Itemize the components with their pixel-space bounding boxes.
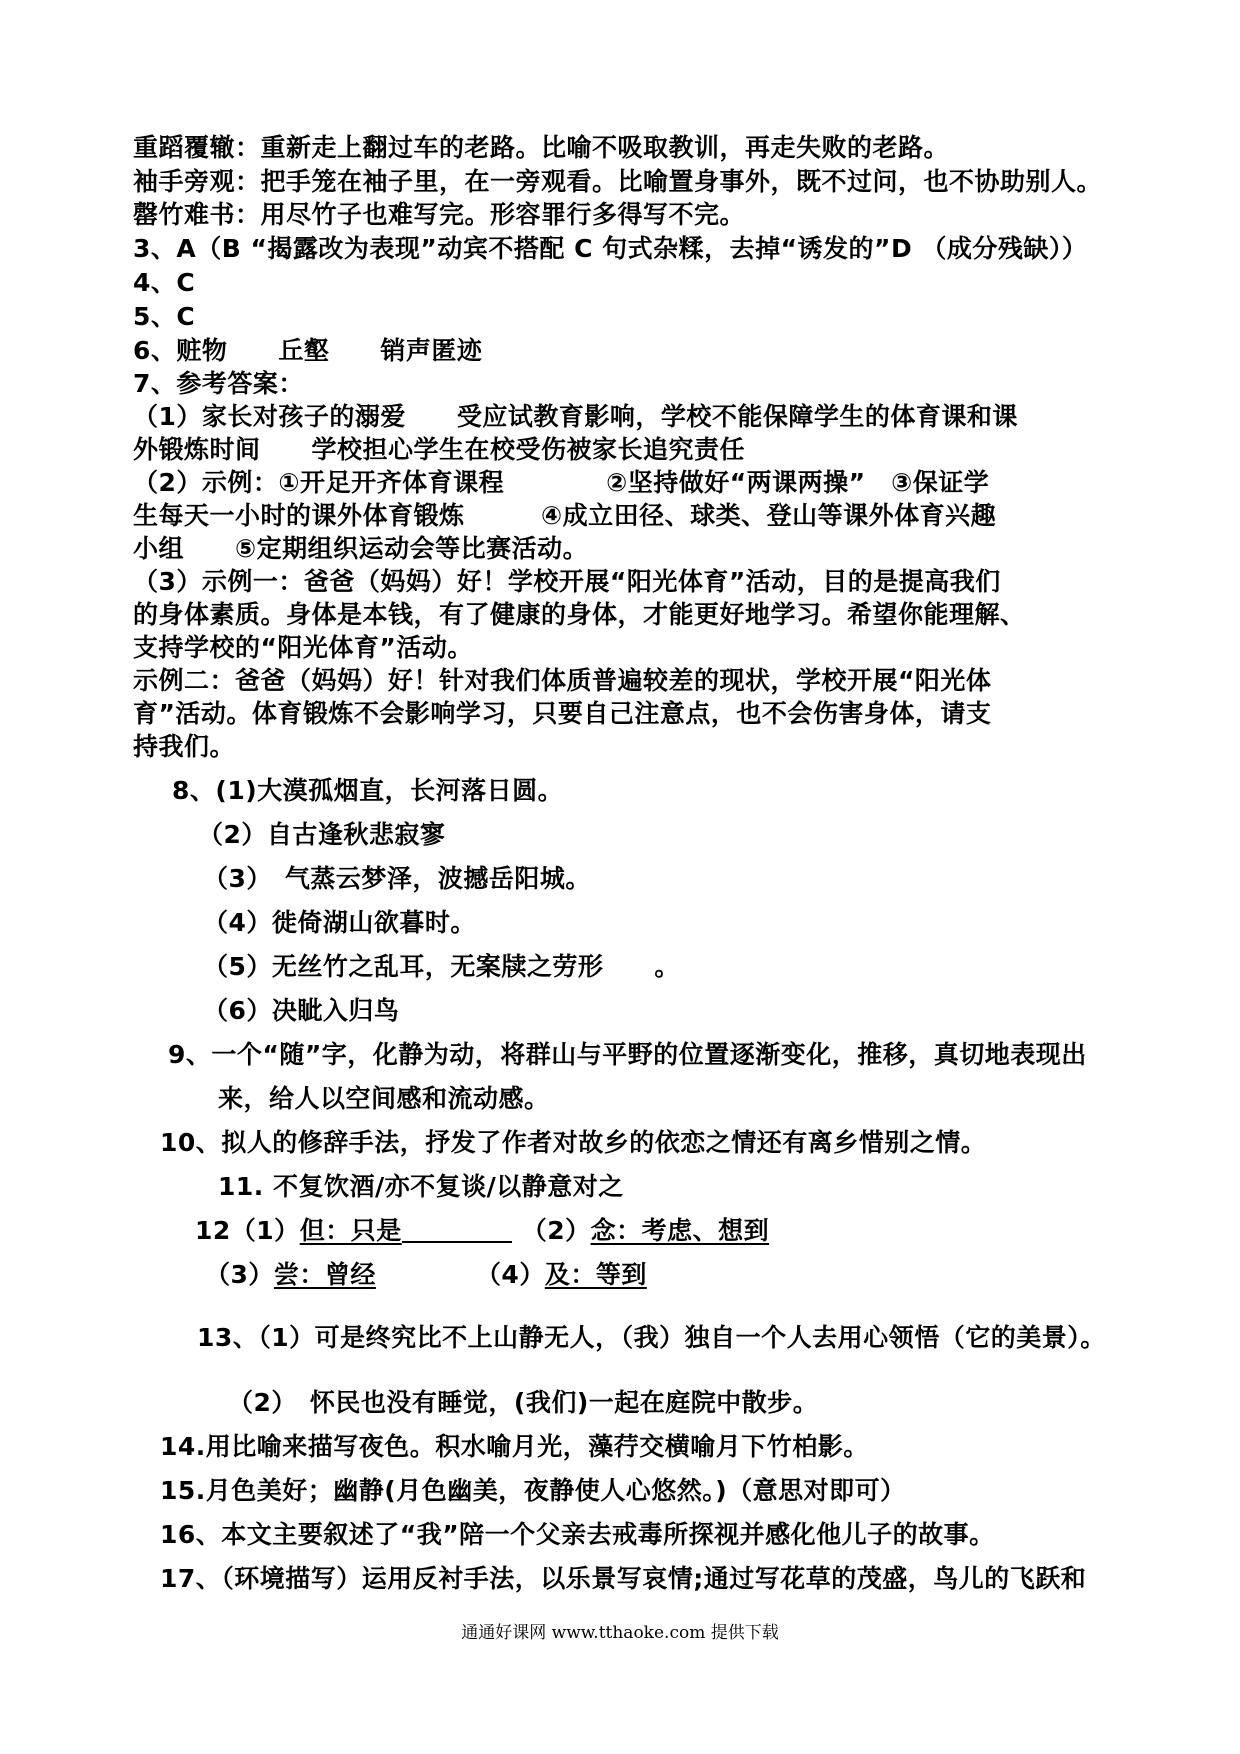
- answer-7-1b: 外锻炼时间 学校担心学生在校受伤被家长追究责任: [133, 435, 746, 464]
- answer-4: 4、C: [133, 268, 196, 297]
- answer-7-ex2c: 持我们。: [133, 732, 236, 761]
- answer-12-blank: [402, 1217, 512, 1243]
- answer-12-2-num: （2）: [521, 1216, 591, 1245]
- answer-14: 14.用比喻来描写夜色。积水喻月光，藻荇交横喻月下竹柏影。: [160, 1432, 869, 1461]
- answer-6: 6、赃物 丘壑 销声匿迹: [133, 336, 483, 365]
- answer-7-2a: （2）示例：①开足开齐体育课程 ②坚持做好“两课两操” ③保证学: [133, 468, 990, 497]
- answer-7-3a: （3）示例一：爸爸（妈妈）好！学校开展“阳光体育”活动，目的是提高我们: [133, 567, 1001, 596]
- answer-12-row2: [205, 1258, 647, 1292]
- answer-7-1a: （1）家长对孩子的溺爱 受应试教育影响，学校不能保障学生的体育课和课: [133, 402, 1018, 431]
- answer-7-2b: 生每天一小时的课外体育锻炼 ④成立田径、球类、登山等课外体育兴趣: [133, 501, 997, 530]
- footer-download-note: 通通好课网 www.tthaoke.com 提供下载: [461, 1623, 779, 1643]
- answer-12-3-word: 尝：曾经: [273, 1260, 376, 1289]
- answer-13-1: 13、（1）可是终究比不上山静无人，（我）独自一个人去用心领悟（它的美景）。: [197, 1323, 1106, 1352]
- answer-7-3c: 支持学校的“阳光体育”活动。: [133, 633, 473, 662]
- answer-15: 15.月色美好；幽静(月色幽美，夜静使人心悠然。)（意思对即可）: [160, 1476, 906, 1505]
- answer-10: 10、拟人的修辞手法，抒发了作者对故乡的依恋之情还有离乡惜别之情。: [160, 1128, 987, 1157]
- answer-12-row1: [195, 1214, 769, 1248]
- answer-13-2: （2） 怀民也没有睡觉，(我们)一起在庭院中散步。: [228, 1388, 819, 1417]
- answer-8-4: （4）徙倚湖山欲暮时。: [203, 908, 476, 937]
- answer-7-heading: 7、参考答案：: [133, 369, 304, 398]
- answer-12-1-num: 12（1）: [195, 1216, 300, 1245]
- answer-8-1: 8、(1)大漠孤烟直，长河落日圆。: [172, 776, 564, 805]
- idiom-1: 重蹈覆辙：重新走上翻过车的老路。比喻不吸取教训，再走失败的老路。: [133, 133, 950, 162]
- answer-8-5: （5）无丝竹之乱耳，无案牍之劳形 。: [203, 952, 680, 981]
- answer-16: 16、本文主要叙述了“我”陪一个父亲去戒毒所探视并感化他儿子的故事。: [160, 1520, 995, 1549]
- answer-8-2: （2）自古逢秋悲寂寥: [198, 820, 446, 849]
- answer-3: 3、A（B “揭露改为表现”动宾不搭配 C 句式杂糅，去掉“诱发的”D （成分残缺））: [133, 234, 1088, 263]
- idiom-3: 罄竹难书：用尽竹子也难写完。形容罪行多得写不完。: [133, 200, 746, 229]
- answer-8-6: （6）决眦入归鸟: [203, 996, 400, 1025]
- answer-12-3-num: （3）: [205, 1260, 274, 1289]
- answer-9b: 来，给人以空间感和流动感。: [218, 1084, 550, 1113]
- answer-7-ex2a: 示例二：爸爸（妈妈）好！针对我们体质普遍较差的现状，学校开展“阳光体: [133, 666, 992, 695]
- answer-8-3: （3） 气蒸云梦泽，波撼岳阳城。: [203, 864, 591, 893]
- answer-12-4-num: （4）: [475, 1260, 545, 1289]
- answer-17: 17、（环境描写）运用反衬手法，以乐景写哀情;通过写花草的茂盛，鸟儿的飞跃和: [160, 1564, 1087, 1593]
- answer-11: 11. 不复饮酒/亦不复谈/以静意对之: [218, 1172, 624, 1201]
- answer-7-3b: 的身体素质。身体是本钱，有了健康的身体，才能更好地学习。希望你能理解、: [133, 600, 1026, 629]
- answer-7-2c: 小组 ⑤定期组织运动会等比赛活动。: [133, 534, 589, 563]
- answer-12-2-word: 念：考虑、想到: [590, 1216, 770, 1245]
- answer-5: 5、C: [133, 302, 196, 331]
- answer-7-ex2b: 育”活动。体育锻炼不会影响学习，只要自己注意点，也不会伤害身体，请支: [133, 699, 992, 728]
- answer-12-1-word: 但：只是: [299, 1216, 402, 1245]
- idiom-2: 袖手旁观：把手笼在袖子里，在一旁观看。比喻置身事外，既不过问，也不协助别人。: [133, 167, 1103, 196]
- answer-12-4-word: 及：等到: [544, 1260, 647, 1289]
- answer-9a: 9、一个“随”字，化静为动，将群山与平野的位置逐渐变化，推移，真切地表现出: [168, 1040, 1087, 1069]
